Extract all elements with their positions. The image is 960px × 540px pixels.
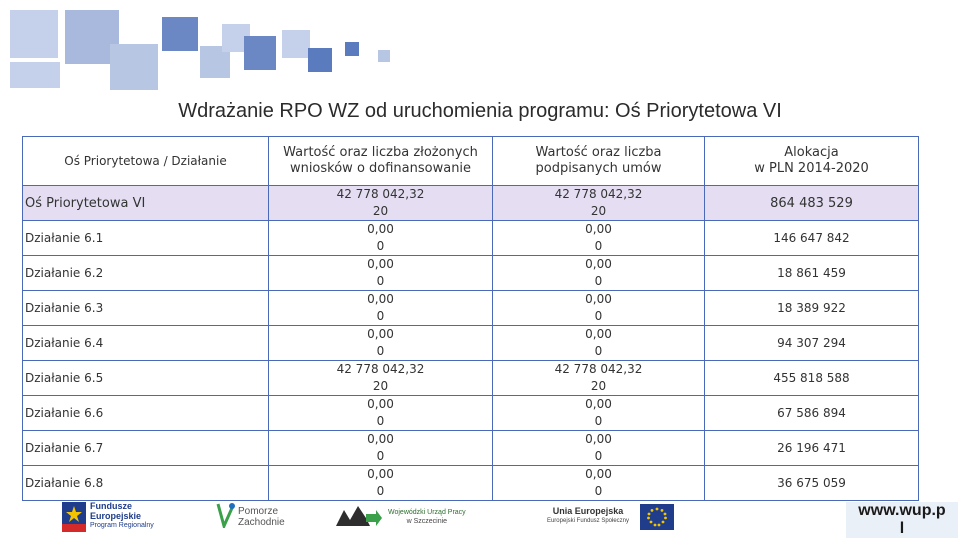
wup-logo-icon	[336, 502, 382, 528]
row-label: Działanie 6.7	[23, 431, 269, 466]
signed-count: 0	[594, 449, 603, 463]
allocation-cell: 36 675 059	[705, 466, 919, 501]
deco-square	[162, 17, 198, 51]
signed-value: 42 778 042,32	[554, 187, 643, 201]
eu-flag-icon	[640, 504, 674, 530]
submitted-count: 0	[376, 239, 385, 253]
column-header-line: wniosków o dofinansowanie	[289, 161, 472, 176]
row-label: Działanie 6.6	[23, 396, 269, 431]
row-label: Działanie 6.1	[23, 221, 269, 256]
signed-cell	[493, 256, 705, 291]
logo-text-line: Europejskie	[90, 511, 142, 521]
allocation-cell: 864 483 529	[705, 186, 919, 221]
column-header-line: w PLN 2014-2020	[754, 161, 869, 176]
column-header-line: Wartość oraz liczba	[535, 145, 662, 160]
table-row	[23, 326, 919, 361]
logo-text-line: Unia Europejska	[552, 506, 624, 516]
row-label: Oś Priorytetowa VI	[23, 186, 269, 221]
signed-cell	[493, 221, 705, 256]
row-label: Działanie 6.4	[23, 326, 269, 361]
signed-cell	[493, 186, 705, 221]
table-row	[23, 361, 919, 396]
row-label: Działanie 6.2	[23, 256, 269, 291]
signed-count: 0	[594, 239, 603, 253]
signed-cell	[493, 291, 705, 326]
signed-cell	[493, 396, 705, 431]
logo-unia-europejska	[538, 504, 678, 534]
submitted-count: 0	[376, 484, 385, 498]
signed-count: 0	[594, 309, 603, 323]
data-table	[22, 136, 919, 501]
allocation-cell: 18 389 922	[705, 291, 919, 326]
logo-text-line: Zachodnie	[238, 517, 285, 528]
allocation-cell: 146 647 842	[705, 221, 919, 256]
allocation-cell: 94 307 294	[705, 326, 919, 361]
signed-value: 0,00	[585, 327, 612, 341]
logo-wup	[336, 502, 486, 532]
allocation-cell: 18 861 459	[705, 256, 919, 291]
table-row	[23, 256, 919, 291]
submitted-value: 0,00	[367, 467, 394, 481]
url-line: www.wup.p	[858, 502, 946, 519]
signed-count: 20	[590, 379, 607, 393]
submitted-cell	[269, 291, 493, 326]
pomorze-logo-icon	[214, 502, 236, 528]
submitted-value: 0,00	[367, 327, 394, 341]
submitted-cell	[269, 361, 493, 396]
allocation-cell: 67 586 894	[705, 396, 919, 431]
logo-text-line: Europejski Fundusz Społeczny	[546, 518, 630, 524]
allocation-cell: 455 818 588	[705, 361, 919, 396]
submitted-value: 0,00	[367, 432, 394, 446]
submitted-count: 0	[376, 274, 385, 288]
submitted-value: 0,00	[367, 397, 394, 411]
deco-square	[10, 10, 58, 58]
website-url[interactable]	[846, 502, 958, 538]
logo-text-line: Program Regionalny	[90, 522, 154, 529]
signed-count: 0	[594, 344, 603, 358]
column-header	[269, 137, 493, 186]
submitted-cell	[269, 326, 493, 361]
column-header	[493, 137, 705, 186]
column-header-line: podpisanych umów	[535, 161, 662, 176]
deco-square	[10, 62, 60, 88]
signed-cell	[493, 466, 705, 501]
table-row	[23, 291, 919, 326]
submitted-value: 0,00	[367, 257, 394, 271]
signed-value: 0,00	[585, 397, 612, 411]
logo-fundusze-europejskie	[62, 500, 172, 534]
signed-value: 0,00	[585, 222, 612, 236]
logo-text-line: w Szczecinie	[406, 518, 448, 525]
table-row	[23, 396, 919, 431]
table-row	[23, 221, 919, 256]
signed-value: 0,00	[585, 292, 612, 306]
table-header-row	[23, 137, 919, 186]
logo-text-line: Wojewódzki Urząd Pracy	[388, 509, 466, 516]
submitted-value: 42 778 042,32	[336, 362, 425, 376]
logo-text-line: Pomorze	[238, 506, 279, 517]
table-row	[23, 431, 919, 466]
signed-cell	[493, 431, 705, 466]
signed-value: 0,00	[585, 467, 612, 481]
submitted-cell	[269, 221, 493, 256]
signed-cell	[493, 361, 705, 396]
submitted-count: 0	[376, 309, 385, 323]
deco-square	[244, 36, 276, 70]
url-line: l	[899, 520, 905, 537]
submitted-count: 20	[372, 204, 389, 218]
submitted-count: 20	[372, 379, 389, 393]
signed-value: 0,00	[585, 432, 612, 446]
signed-value: 42 778 042,32	[554, 362, 643, 376]
submitted-value: 0,00	[367, 222, 394, 236]
submitted-cell	[269, 466, 493, 501]
column-header-line: Wartość oraz liczba złożonych	[283, 145, 478, 160]
footer-logos	[0, 500, 960, 540]
column-header-line: Alokacja	[784, 145, 839, 160]
submitted-count: 0	[376, 344, 385, 358]
deco-square	[378, 50, 390, 62]
row-label: Działanie 6.8	[23, 466, 269, 501]
row-label: Działanie 6.5	[23, 361, 269, 396]
deco-square	[345, 42, 359, 56]
submitted-value: 0,00	[367, 292, 394, 306]
deco-square	[282, 30, 310, 58]
submitted-cell	[269, 186, 493, 221]
column-header: Oś Priorytetowa / Działanie	[23, 137, 269, 186]
submitted-cell	[269, 256, 493, 291]
table-row	[23, 466, 919, 501]
submitted-count: 0	[376, 449, 385, 463]
table-row	[23, 186, 919, 221]
submitted-cell	[269, 431, 493, 466]
signed-count: 0	[594, 274, 603, 288]
signed-count: 20	[590, 204, 607, 218]
signed-count: 0	[594, 484, 603, 498]
fundusze-logo-icon	[62, 502, 86, 532]
deco-square	[110, 44, 158, 90]
submitted-count: 0	[376, 414, 385, 428]
logo-pomorze-zachodnie	[214, 502, 284, 532]
deco-square	[308, 48, 332, 72]
column-header	[705, 137, 919, 186]
allocation-cell: 26 196 471	[705, 431, 919, 466]
submitted-value: 42 778 042,32	[336, 187, 425, 201]
row-label: Działanie 6.3	[23, 291, 269, 326]
logo-text-line: Fundusze	[90, 501, 132, 511]
signed-cell	[493, 326, 705, 361]
signed-count: 0	[594, 414, 603, 428]
signed-value: 0,00	[585, 257, 612, 271]
submitted-cell	[269, 396, 493, 431]
page-title: Wdrażanie RPO WZ od uruchomienia programu: Oś Priorytetowa VI	[178, 100, 782, 122]
